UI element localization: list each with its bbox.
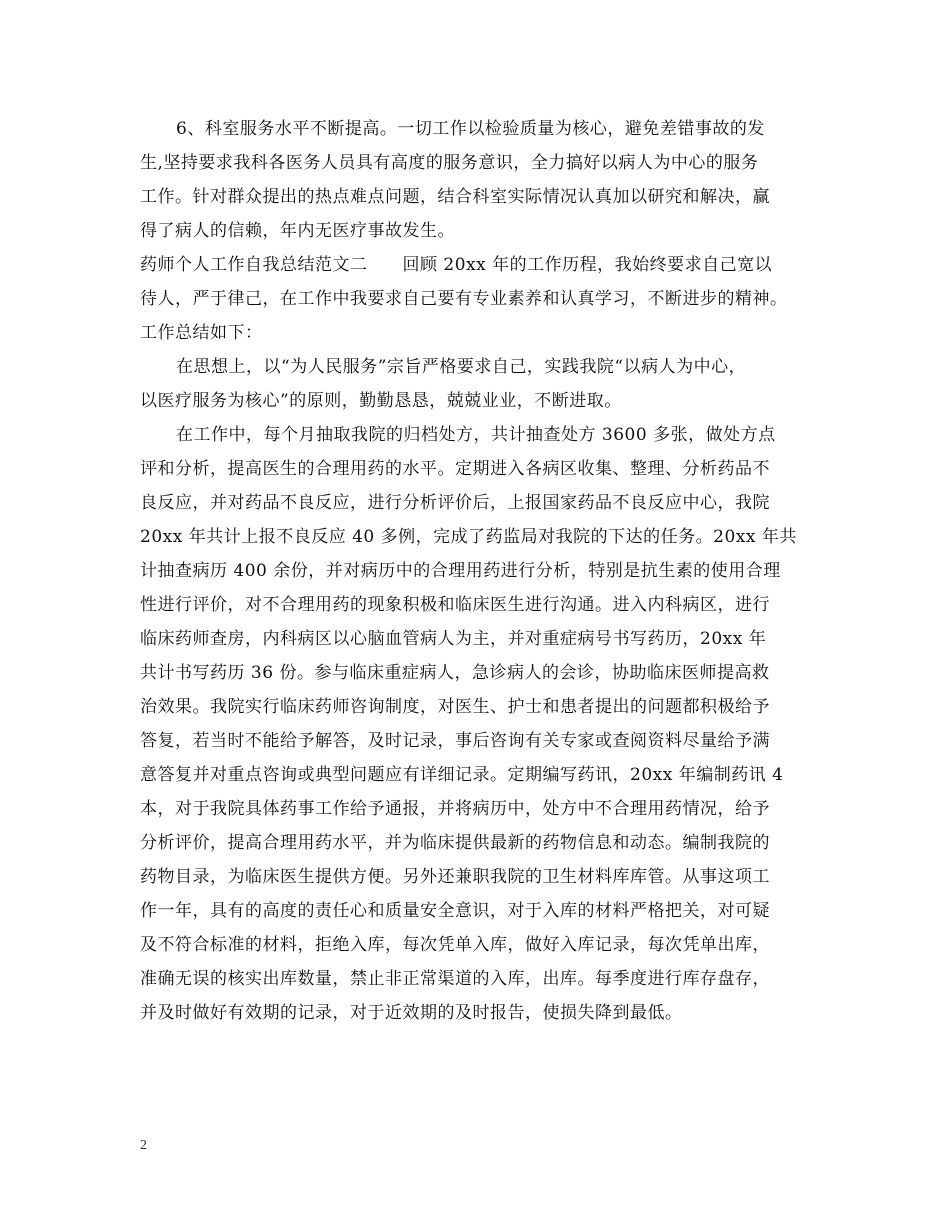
text-line: 在工作中，每个月抽取我院的归档处方，共计抽查处方 3600 多张，做处方点: [176, 425, 776, 445]
text-line: 6、科室服务水平不断提高。一切工作以检验质量为核心，避免差错事故的发: [176, 119, 765, 139]
text-line: 答复，若当时不能给予解答，及时记录，事后咨询有关专家或查阅资料尽量给予满: [140, 731, 770, 751]
text-line: 良反应，并对药品不良反应，进行分析评价后，上报国家药品不良反应中心，我院: [140, 493, 770, 513]
text-line: 计抽查病历 400 余份，并对病历中的合理用药进行分析，特别是抗生素的使用合理: [140, 561, 781, 581]
text-line: 临床药师查房，内科病区以心脑血管病人为主，并对重症病号书写药历，20xx 年: [140, 629, 767, 649]
text-line: 准确无误的核实出库数量，禁止非正常渠道的入库，出库。每季度进行库存盘存，: [140, 969, 770, 989]
text-line: 治效果。我院实行临床药师咨询制度，对医生、护士和患者提出的问题都积极给予: [140, 697, 770, 717]
text-line: 共计书写药历 36 份。参与临床重症病人，急诊病人的会诊，协助临床医师提高救: [140, 663, 770, 683]
text-line: 评和分析，提高医生的合理用药的水平。定期进入各病区收集、整理、分析药品不: [140, 459, 770, 479]
text-line: 并及时做好有效期的记录，对于近效期的及时报告，使损失降到最低。: [140, 1003, 683, 1023]
text-line: 得了病人的信赖，年内无医疗事故发生。: [140, 221, 455, 241]
page-number: 2: [140, 1138, 147, 1153]
text-line: 在思想上，以“为人民服务”宗旨严格要求自己，实践我院“以病人为中心，: [176, 357, 747, 377]
text-line: 药物目录，为临床医生提供方便。另外还兼职我院的卫生材料库库管。从事这项工: [140, 867, 770, 887]
text-line: 工作总结如下：: [140, 323, 263, 343]
text-line: 性进行评价，对不合理用药的现象积极和临床医生进行沟通。进入内科病区，进行: [140, 595, 770, 615]
text-line: 待人，严于律己，在工作中我要求自己要有专业素养和认真学习，不断进步的精神。: [140, 289, 788, 309]
text-line: 分析评价，提高合理用药水平，并为临床提供最新的药物信息和动态。编制我院的: [140, 833, 770, 853]
text-line: 及不符合标准的材料，拒绝入库，每次凭单入库，做好入库记录，每次凭单出库，: [140, 935, 770, 955]
text-line: 作一年，具有的高度的责任心和质量安全意识，对于入库的材料严格把关，对可疑: [140, 901, 770, 921]
text-line: 20xx 年共计上报不良反应 40 多例，完成了药监局对我院的下达的任务。20xx 年共: [140, 527, 797, 547]
text-line: 工作。针对群众提出的热点难点问题，结合科室实际情况认真加以研究和解决，赢: [140, 187, 770, 207]
text-line: 意答复并对重点咨询或典型问题应有详细记录。定期编写药讯，20xx 年编制药讯 4: [140, 765, 784, 785]
text-line: 生,坚持要求我科各医务人员具有高度的服务意识，全力搞好以病人为中心的服务: [140, 153, 759, 173]
section-heading-line: 药师个人工作自我总结范文二 回顾 20xx 年的工作历程，我始终要求自己宽以: [140, 255, 773, 275]
text-line: 本，对于我院具体药事工作给予通报，并将病历中，处方中不合理用药情况，给予: [140, 799, 770, 819]
text-line: 以医疗服务为核心”的原则，勤勤恳恳，兢兢业业，不断进取。: [140, 391, 622, 411]
